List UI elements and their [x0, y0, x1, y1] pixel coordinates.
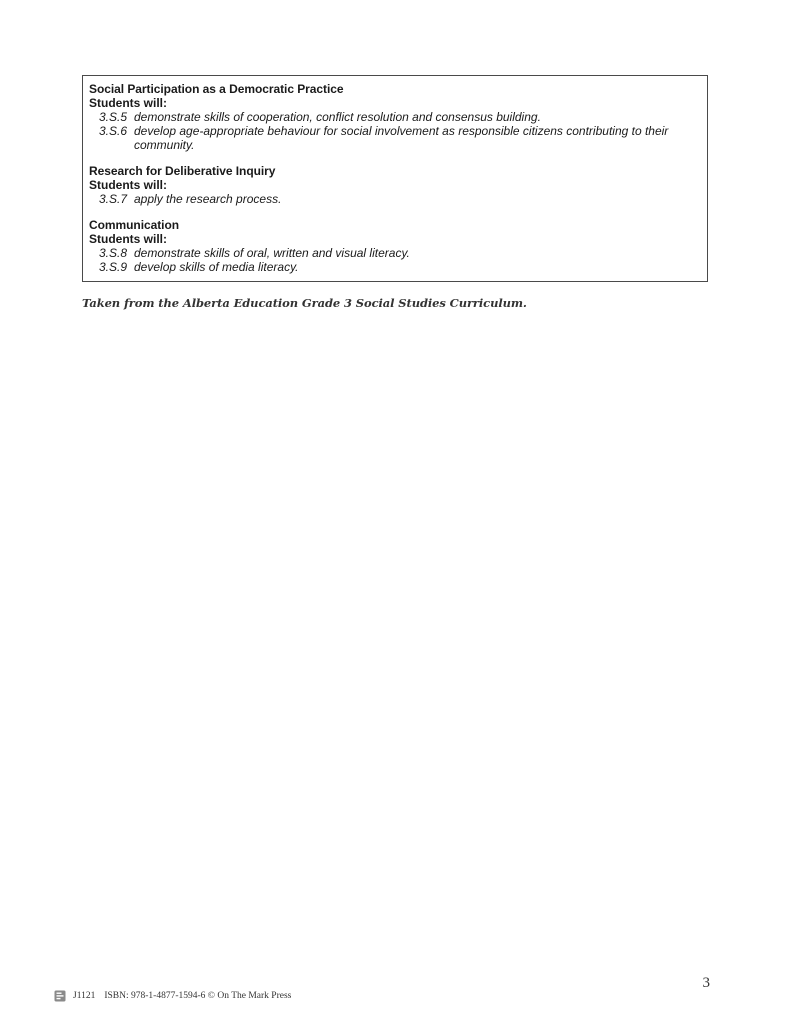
outcome-item: [89, 192, 701, 206]
footer-product-code: J1121: [73, 991, 96, 1001]
section-title: Research for Deliberative Inquiry: [89, 164, 276, 178]
footer-isbn: ISBN: 978-1-4877-1594-6 © On The Mark Press: [104, 991, 292, 1001]
outcome-text: develop age-appropriate behaviour for social involvement as responsible citizens contributing to their community.: [134, 124, 669, 152]
outcome-text: demonstrate skills of oral, written and visual literacy.: [134, 246, 410, 260]
outcome-section: [89, 164, 701, 206]
outcome-section: [89, 82, 701, 152]
page-number: 3: [702, 975, 710, 991]
outcome-text: develop skills of media literacy.: [134, 260, 299, 274]
outcome-item: [89, 124, 701, 152]
book-logo-icon: [54, 990, 66, 1002]
curriculum-outcomes-box: [82, 75, 708, 282]
outcome-code: 3.S.8: [99, 246, 128, 260]
section-title: Communication: [89, 218, 180, 232]
outcome-text: apply the research process.: [134, 192, 282, 206]
section-title: Social Participation as a Democratic Practice: [89, 82, 344, 96]
outcome-code: 3.S.6: [99, 124, 128, 138]
source-note: Taken from the Alberta Education Grade 3 Social Studies Curriculum.: [82, 296, 527, 310]
outcome-code: 3.S.5: [99, 110, 128, 124]
outcome-item: [89, 260, 701, 274]
section-intro: Students will:: [89, 178, 167, 192]
outcome-item: [89, 246, 701, 260]
outcome-section: [89, 218, 701, 274]
section-intro: Students will:: [89, 96, 167, 110]
outcome-code: 3.S.9: [99, 260, 128, 274]
section-intro: Students will:: [89, 232, 167, 246]
page-footer: [54, 990, 291, 1002]
outcome-code: 3.S.7: [99, 192, 128, 206]
outcome-item: [89, 110, 701, 124]
outcome-text: demonstrate skills of cooperation, conflict resolution and consensus building.: [134, 110, 541, 124]
